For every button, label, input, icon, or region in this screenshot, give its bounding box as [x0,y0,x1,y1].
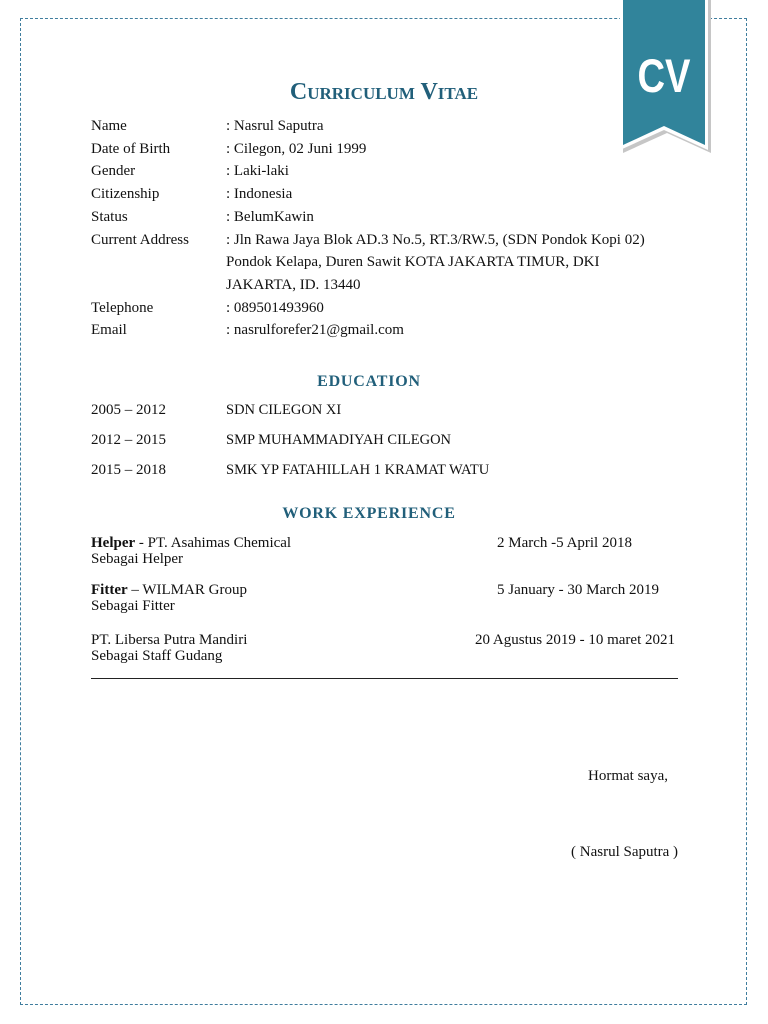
info-value: : Cilegon, 02 Juni 1999 [226,140,367,157]
info-label: Gender [91,163,136,180]
work-description: Sebagai Staff Gudang [91,648,223,664]
work-role: Helper [91,535,136,551]
work-experience-heading: WORK EXPERIENCE [282,505,456,522]
work-period: 2 March -5 April 2018 [497,535,632,551]
info-value-line: Pondok Kelapa, Duren Sawit KOTA JAKARTA TIMUR, DKI [226,254,600,271]
info-label: Date of Birth [91,140,171,157]
info-value: : Nasrul Saputra [226,118,324,134]
work-period: 20 Agustus 2019 - 10 maret 2021 [475,632,675,648]
education-row [91,395,691,425]
work-company: PT. Libersa Putra Mandiri [91,632,248,648]
info-label: Current Address [91,231,189,248]
education-school: SMP MUHAMMADIYAH CILEGON [226,432,452,448]
education-school: SMK YP FATAHILLAH 1 KRAMAT WATU [226,462,490,478]
info-row-telephone [91,297,731,320]
info-value: : 089501493960 [226,299,324,316]
work-item [91,582,691,614]
education-school: SDN CILEGON XI [226,402,342,418]
work-item [91,632,691,664]
work-item [91,535,691,567]
signature-name: ( Nasrul Saputra ) [571,844,679,860]
info-row-gender [91,160,731,183]
work-description: Sebagai Helper [91,551,184,567]
work-role: Fitter [91,582,128,598]
info-row-status [91,206,731,229]
info-value: : Laki-laki [226,163,289,180]
work-company: – WILMAR Group [131,582,247,598]
education-years: 2012 – 2015 [91,432,166,448]
education-list [91,395,691,485]
info-label: Status [91,208,128,225]
page-title: Curriculum Vitae [289,79,479,105]
info-value: : BelumKawin [226,208,314,225]
education-heading: EDUCATION [317,373,421,390]
work-description: Sebagai Fitter [91,598,175,614]
info-label: Telephone [91,299,154,316]
info-row-current-address [91,229,731,297]
info-row-email [91,319,731,342]
personal-info [91,115,731,342]
education-years: 2005 – 2012 [91,402,166,418]
work-period: 5 January - 30 March 2019 [497,582,660,598]
info-value-line: JAKARTA, ID. 13440 [226,276,361,293]
info-label: Email [91,322,127,339]
info-row-date-of-birth [91,138,731,161]
info-value-line: : Jln Rawa Jaya Blok AD.3 No.5, RT.3/RW.5, (SDN Pondok Kopi 02) [226,231,645,248]
work-company: - PT. Asahimas Chemical [138,535,292,551]
cv-ribbon-text: CV [637,49,692,102]
info-row-name [91,115,731,138]
info-row-citizenship [91,183,731,206]
info-value: : Indonesia [226,186,293,203]
education-row [91,425,691,455]
divider-line [91,678,678,679]
info-value: : nasrulforefer21@gmail.com [226,322,404,339]
info-label: Citizenship [91,186,160,203]
signature-closing: Hormat saya, [588,768,668,784]
info-label: Name [91,118,127,134]
education-row [91,455,691,485]
education-years: 2015 – 2018 [91,462,166,478]
